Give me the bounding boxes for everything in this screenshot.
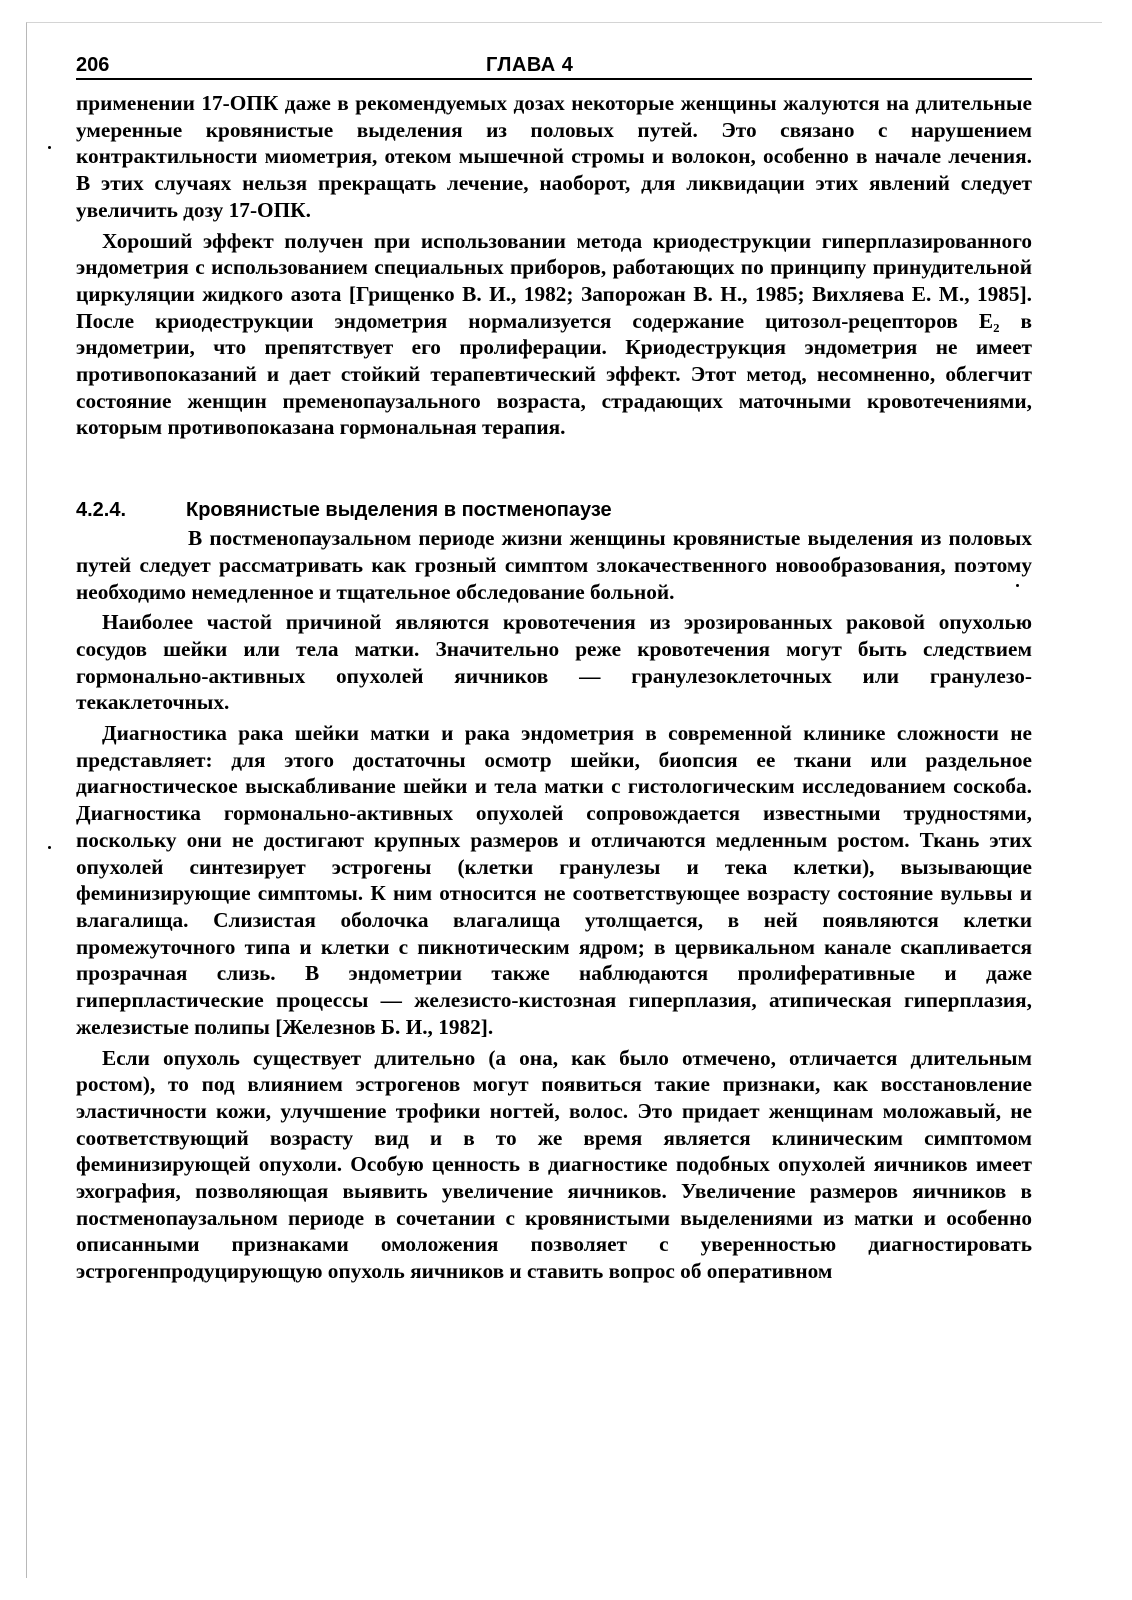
chapter-title: ГЛАВА 4 (486, 54, 574, 76)
paragraph-cryodestruction: Хороший эффект получен при использовании метода криодеструкции гиперплазированного эндометрия с использованием специальных приборов, работающих по принципу принудительной циркуляции жидкого азота [Грищенко В. И., 1982; Запорожан В. Н., 1985; Вихляева Е. М., 1985]. После криодеструкции эндометрия нормализуется содержание цитозол-рецепторов E₂ в эндометрии, что препятствует его пролиферации. Криодеструкция эндометрия не имеет противопоказаний и дает стойкий терапевтический эффект. Этот метод, несомненно, облегчит состояние женщин пременопаузального возраста, страдающих маточными кровотечениями, которым противопоказана гормональная терапия. (76, 228, 1032, 440)
paragraph-diagnostics: Диагностика рака шейки матки и рака эндометрия в современной клинике сложности не представляет: для этого достаточны осмотр шейки, биопсия ее ткани или раздельное диагностическое выскабливание шейки и тела матки с гистологическим исследованием соскоба. Диагностика гормонально-активных опухолей сопровождается известными трудностями, поскольку они не достигают крупных размеров и отличаются медленным ростом. Ткань этих опухолей синтезирует эстрогены (клетки гранулезы и тека клетки), вызывающие феминизирующие симптомы. К ним относится не соответствующее возрасту состояние вульвы и влагалища. Слизистая оболочка влагалища утолщается, в ней появляются клетки промежуточного типа и клетки с пикнотическим ядром; в цервикальном канале скапливается прозрачная слизь. В эндометрии также наблюдаются пролиферативные и даже гиперпластические процессы — железисто-кистозная гиперплазия, атипическая гиперплазия, железистые полипы [Железнов Б. И., 1982]. (76, 721, 1032, 1039)
page-number: 206 (76, 54, 110, 76)
section-number: 4.2.4. (76, 499, 127, 522)
scan-speck (1016, 584, 1019, 587)
running-head (76, 48, 1032, 80)
section-title: Кровянистые выделения в постменопаузе (186, 499, 612, 522)
scan-speck (48, 846, 51, 849)
paragraph-postmenopause-intro: В постменопаузальном периоде жизни женщины кровянистые выделения из половых путей следует рассматривать как грозный симптом злокачественного новообразования, поэтому необходимо немедленное и тщательное обследование больной. (76, 526, 1032, 604)
section-heading (76, 497, 1032, 523)
paragraph-bleeding-causes: Наиболее частой причиной являются кровотечения из эрозированных раковой опухолью сосудов шейки или тела матки. Значительно реже кровотечения могут быть следствием гормонально-активных опухолей яичников — гранулезоклеточных или гранулезо-текаклеточных. (76, 610, 1032, 715)
page-content (76, 48, 1032, 1289)
paragraph-tumor-signs: Если опухоль существует длительно (а она, как было отмечено, отличается длительным ростом), то под влиянием эстрогенов могут появиться такие признаки, как восстановление эластичности кожи, улучшение трофики ногтей, волос. Это придает женщинам моложавый, не соответствующий возрасту вид и в то же время является клиническим симптомом феминизирующей опухоли. Особую ценность в диагностике подобных опухолей яичников имеет эхография, позволяющая выявить увеличение яичников. Увеличение размеров яичников в постменопаузальном периоде в сочетании с кровянистыми выделениями из матки и особенно описанными признаками омоложения позволяет с уверенностью диагностировать эстрогенпродуцирующую опухоль яичников и ставить вопрос об оперативном (76, 1045, 1032, 1284)
paragraph-continuation: применении 17-ОПК даже в рекомендуемых дозах некоторые женщины жалуются на длительные умеренные кровянистые выделения из половых путей. Это связано с нарушением контрактильности миометрия, отеком мышечной стромы и волокон, особенно в начале лечения. В этих случаях нельзя прекращать лечение, наоборот, для ликвидации этих явлений следует увеличить дозу 17-ОПК. (76, 91, 1032, 222)
scan-speck (48, 146, 51, 149)
